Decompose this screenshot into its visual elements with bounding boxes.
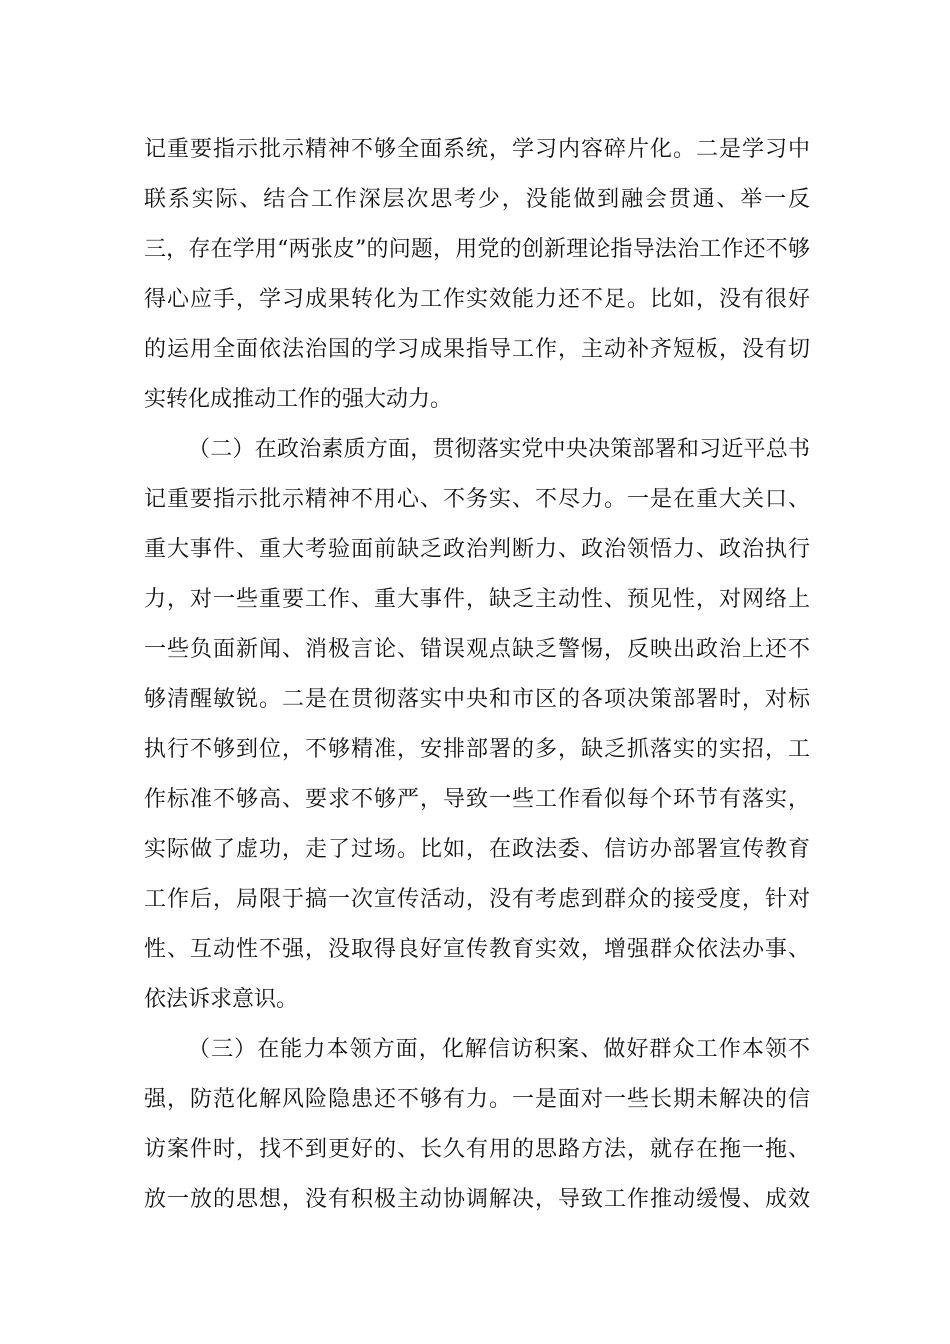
text-line: 强，防范化解风险隐患还不够有力。一是面对一些长期未解决的信 (144, 1087, 810, 1112)
text-line: 访案件时，找不到更好的、长久有用的思路方法，就存在拖一拖、 (144, 1137, 810, 1162)
text-line: 工作后，局限于搞一次宣传活动，没有考虑到群众的接受度，针对 (144, 887, 810, 912)
text-line: 得心应手，学习成果转化为工作实效能力还不足。比如，没有很好 (144, 287, 810, 312)
paragraph-start-line: （二）在政治素质方面，贯彻落实党中央决策部署和习近平总书 (188, 437, 810, 462)
text-line: 作标准不够高、要求不够严，导致一些工作看似每个环节有落实， (144, 787, 810, 812)
text-line: 一些负面新闻、消极言论、错误观点缺乏警惕，反映出政治上还不 (144, 637, 810, 662)
text-line: 的运用全面依法治国的学习成果指导工作，主动补齐短板，没有切 (144, 337, 810, 362)
text-line: 三，存在学用“两张皮”的问题，用党的创新理论指导法治工作还不够 (144, 237, 810, 262)
text-line: 性、互动性不强，没取得良好宣传教育实效，增强群众依法办事、 (144, 937, 810, 962)
text-line: 记重要指示批示精神不够全面系统，学习内容碎片化。二是学习中 (144, 137, 810, 162)
text-line: 联系实际、结合工作深层次思考少，没能做到融会贯通、举一反 (144, 187, 810, 212)
text-line: 重大事件、重大考验面前缺乏政治判断力、政治领悟力、政治执行 (144, 537, 810, 562)
text-line: 依法诉求意识。 (144, 987, 299, 1012)
text-line: 力，对一些重要工作、重大事件，缺乏主动性、预见性，对网络上 (144, 587, 810, 612)
text-line: 放一放的思想，没有积极主动协调解决，导致工作推动缓慢、成效 (144, 1187, 810, 1212)
text-line: 实转化成推动工作的强大动力。 (144, 387, 453, 412)
paragraph-start-line: （三）在能力本领方面，化解信访积案、做好群众工作本领不 (188, 1037, 810, 1062)
text-line: 实际做了虚功，走了过场。比如，在政法委、信访办部署宣传教育 (144, 837, 810, 862)
document-body (144, 125, 810, 1225)
text-line: 够清醒敏锐。二是在贯彻落实中央和市区的各项决策部署时，对标 (144, 687, 810, 712)
text-line: 记重要指示批示精神不用心、不务实、不尽力。一是在重大关口、 (144, 487, 810, 512)
text-line: 执行不够到位，不够精准，安排部署的多，缺乏抓落实的实招，工 (144, 737, 810, 762)
